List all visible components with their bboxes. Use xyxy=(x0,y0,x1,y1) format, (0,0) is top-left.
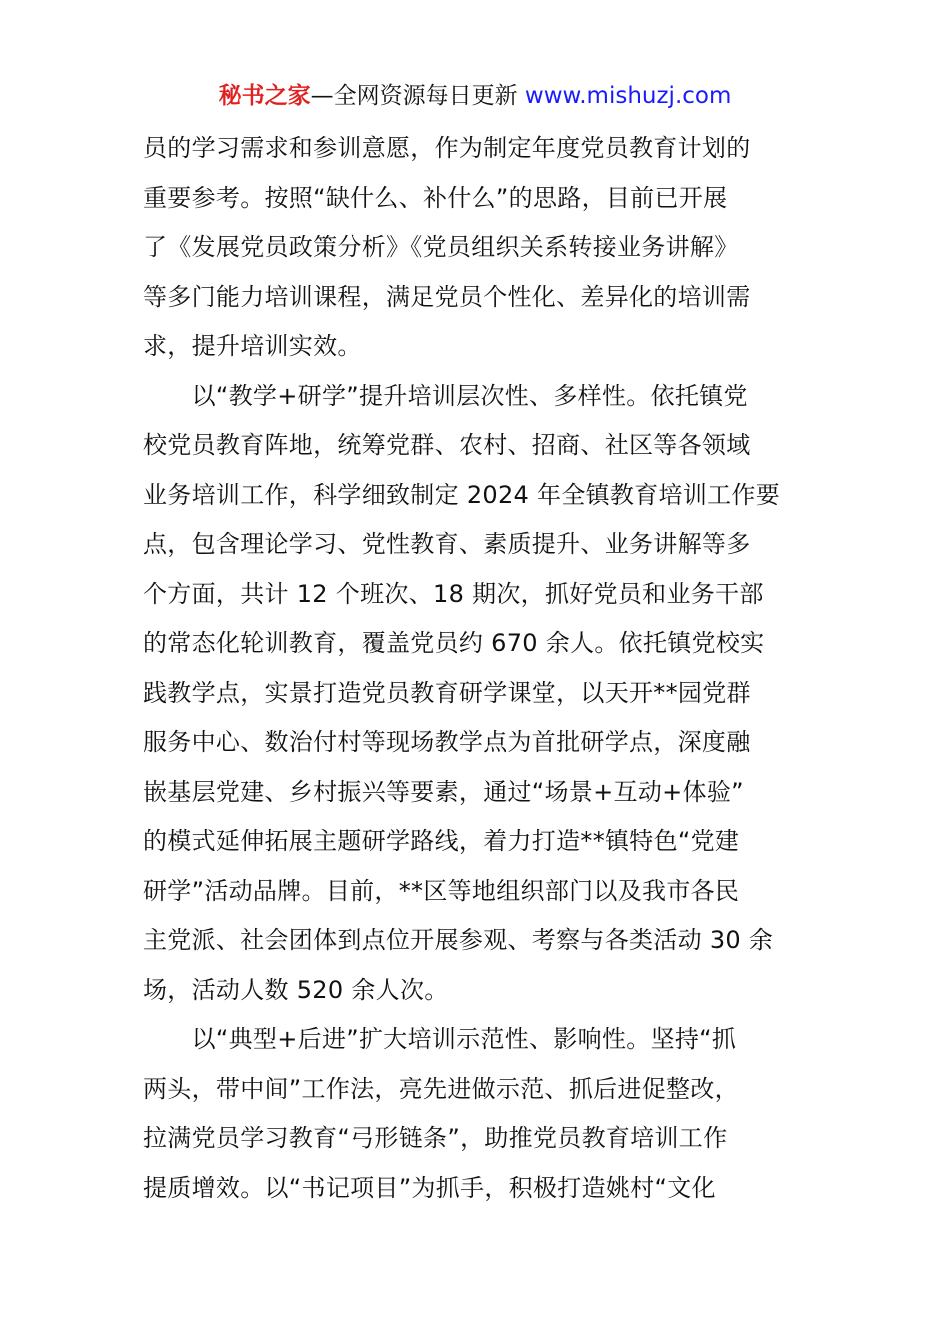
text-line: 校党员教育阵地，统筹党群、农村、招商、社区等各领域 xyxy=(143,431,751,459)
text-line: 服务中心、数治付村等现场教学点为首批研学点，深度融 xyxy=(143,728,751,756)
text-line: 的模式延伸拓展主题研学路线，着力打造**镇特色“党建 xyxy=(143,827,740,855)
site-header xyxy=(0,80,950,112)
site-url-link[interactable]: www.mishuzj.com xyxy=(524,83,732,109)
brand-name: 秘书之家 xyxy=(218,83,311,109)
text-line: 两头，带中间”工作法，亮先进做示范、抓后进促整改， xyxy=(143,1074,739,1103)
text-line: 业务培训工作，科学细致制定 2024 年全镇教育培训工作要 xyxy=(143,480,781,509)
text-line: 以“教学+研学”提升培训层次性、多样性。依托镇党 xyxy=(143,381,748,410)
text-line: 求，提升培训实效。 xyxy=(143,332,362,360)
text-line: 等多门能力培训课程，满足党员个性化、差异化的培训需 xyxy=(143,282,751,311)
header-tagline: —全网资源每日更新 xyxy=(310,83,525,109)
text-line: 员的学习需求和参训意愿，作为制定年度党员教育计划的 xyxy=(143,134,751,162)
text-line: 嵌基层党建、乡村振兴等要素，通过“场景+互动+体验” xyxy=(143,777,744,806)
text-line: 重要参考。按照“缺什么、补什么”的思路，目前已开展 xyxy=(143,183,728,212)
text-line: 提质增效。以“书记项目”为抓手，积极打造姚村“文化 xyxy=(143,1173,716,1202)
text-line: 以“典型+后进”扩大培训示范性、影响性。坚持“抓 xyxy=(143,1025,737,1053)
text-line: 点，包含理论学习、党性教育、素质提升、业务讲解等多 xyxy=(143,530,751,558)
text-line: 的常态化轮训教育，覆盖党员约 670 余人。依托镇党校实 xyxy=(143,629,765,657)
text-line: 践教学点，实景打造党员教育研学课堂，以天开**园党群 xyxy=(143,678,751,707)
text-line: 研学”活动品牌。目前，**区等地组织部门以及我市各民 xyxy=(143,876,740,905)
text-line: 场，活动人数 520 余人次。 xyxy=(143,975,449,1004)
document-body xyxy=(143,124,807,1213)
text-line: 了《发展党员政策分析》《党员组织关系转接业务讲解》 xyxy=(143,233,739,261)
text-line: 拉满党员学习教育“弓形链条”，助推党员教育培训工作 xyxy=(143,1124,728,1152)
text-line: 个方面，共计 12 个班次、18 期次，抓好党员和业务干部 xyxy=(143,579,764,608)
text-line: 主党派、社会团体到点位开展参观、考察与各类活动 30 余 xyxy=(143,926,774,954)
